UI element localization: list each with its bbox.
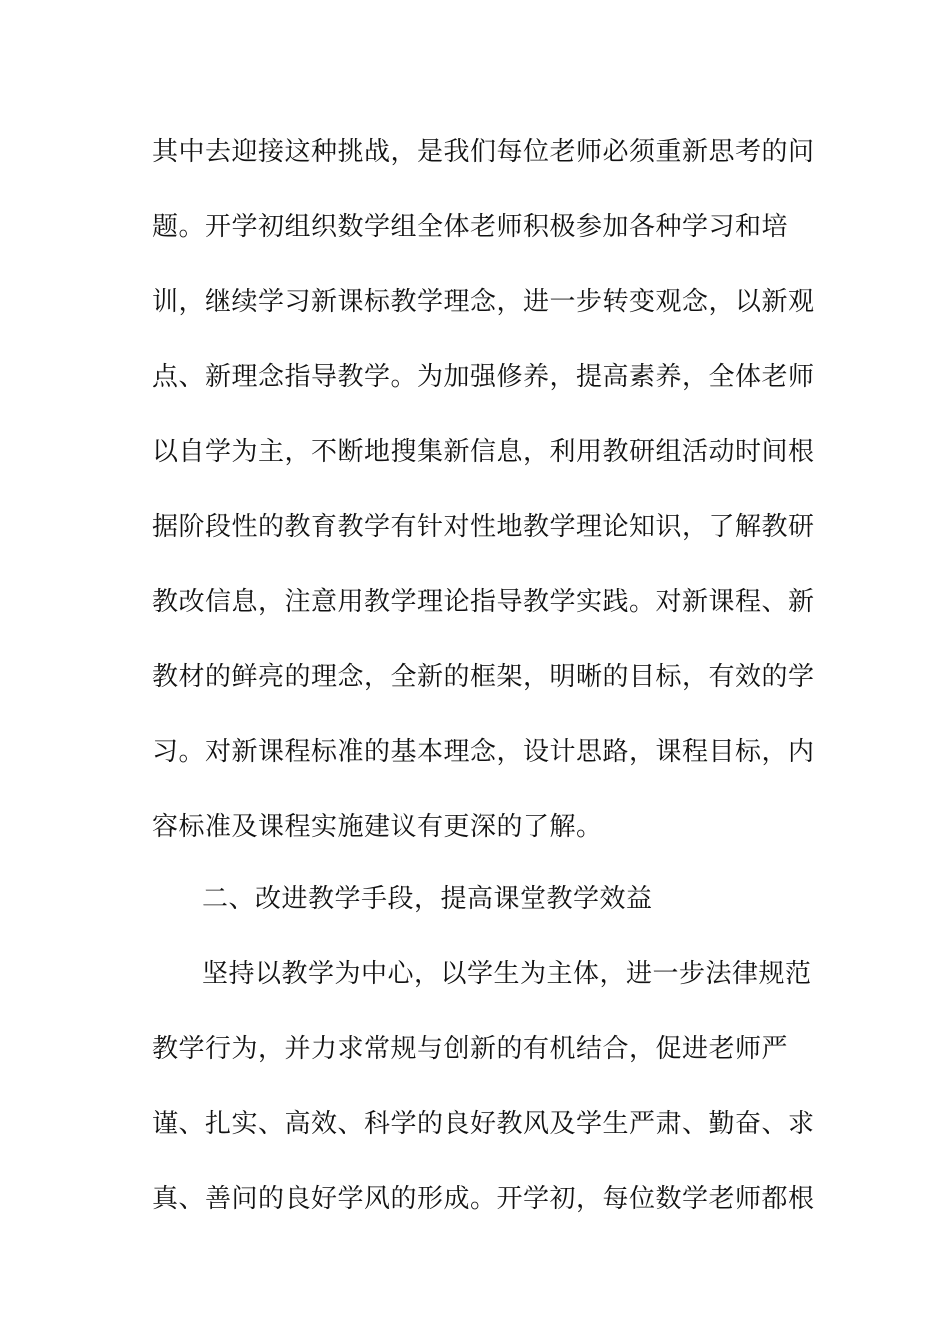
paragraph-line: 其中去迎接这种挑战，是我们每位老师必须重新思考的问 (152, 137, 815, 167)
paragraph-line: 据阶段性的教育教学有针对性地教学理论知识，了解教研 (152, 512, 815, 542)
paragraph-line: 坚持以教学为中心，以学生为主体，进一步法律规范 (202, 959, 812, 989)
paragraph-line: 题。开学初组织数学组全体老师积极参加各种学习和培 (152, 212, 789, 242)
paragraph-line: 教学行为，并力求常规与创新的有机结合，促进老师严 (152, 1034, 789, 1064)
paragraph-line: 习。对新课程标准的基本理念，设计思路，课程目标，内 (152, 737, 815, 767)
paragraph-line: 训，继续学习新课标教学理念，进一步转变观念，以新观 (152, 287, 815, 317)
section-heading: 二、改进教学手段，提高课堂教学效益 (202, 884, 653, 914)
paragraph-line: 真、善问的良好学风的形成。开学初，每位数学老师都根 (152, 1184, 815, 1214)
paragraph-line: 以自学为主，不断地搜集新信息，利用教研组活动时间根 (152, 437, 815, 467)
paragraph-line: 容标准及课程实施建议有更深的了解。 (152, 812, 603, 842)
paragraph-line: 教材的鲜亮的理念，全新的框架，明晰的目标，有效的学 (152, 662, 815, 692)
paragraph-line: 点、新理念指导教学。为加强修养，提高素养，全体老师 (152, 362, 815, 392)
paragraph-line: 教改信息，注意用教学理论指导教学实践。对新课程、新 (152, 587, 815, 617)
paragraph-line: 谨、扎实、高效、科学的良好教风及学生严肃、勤奋、求 (152, 1109, 815, 1139)
